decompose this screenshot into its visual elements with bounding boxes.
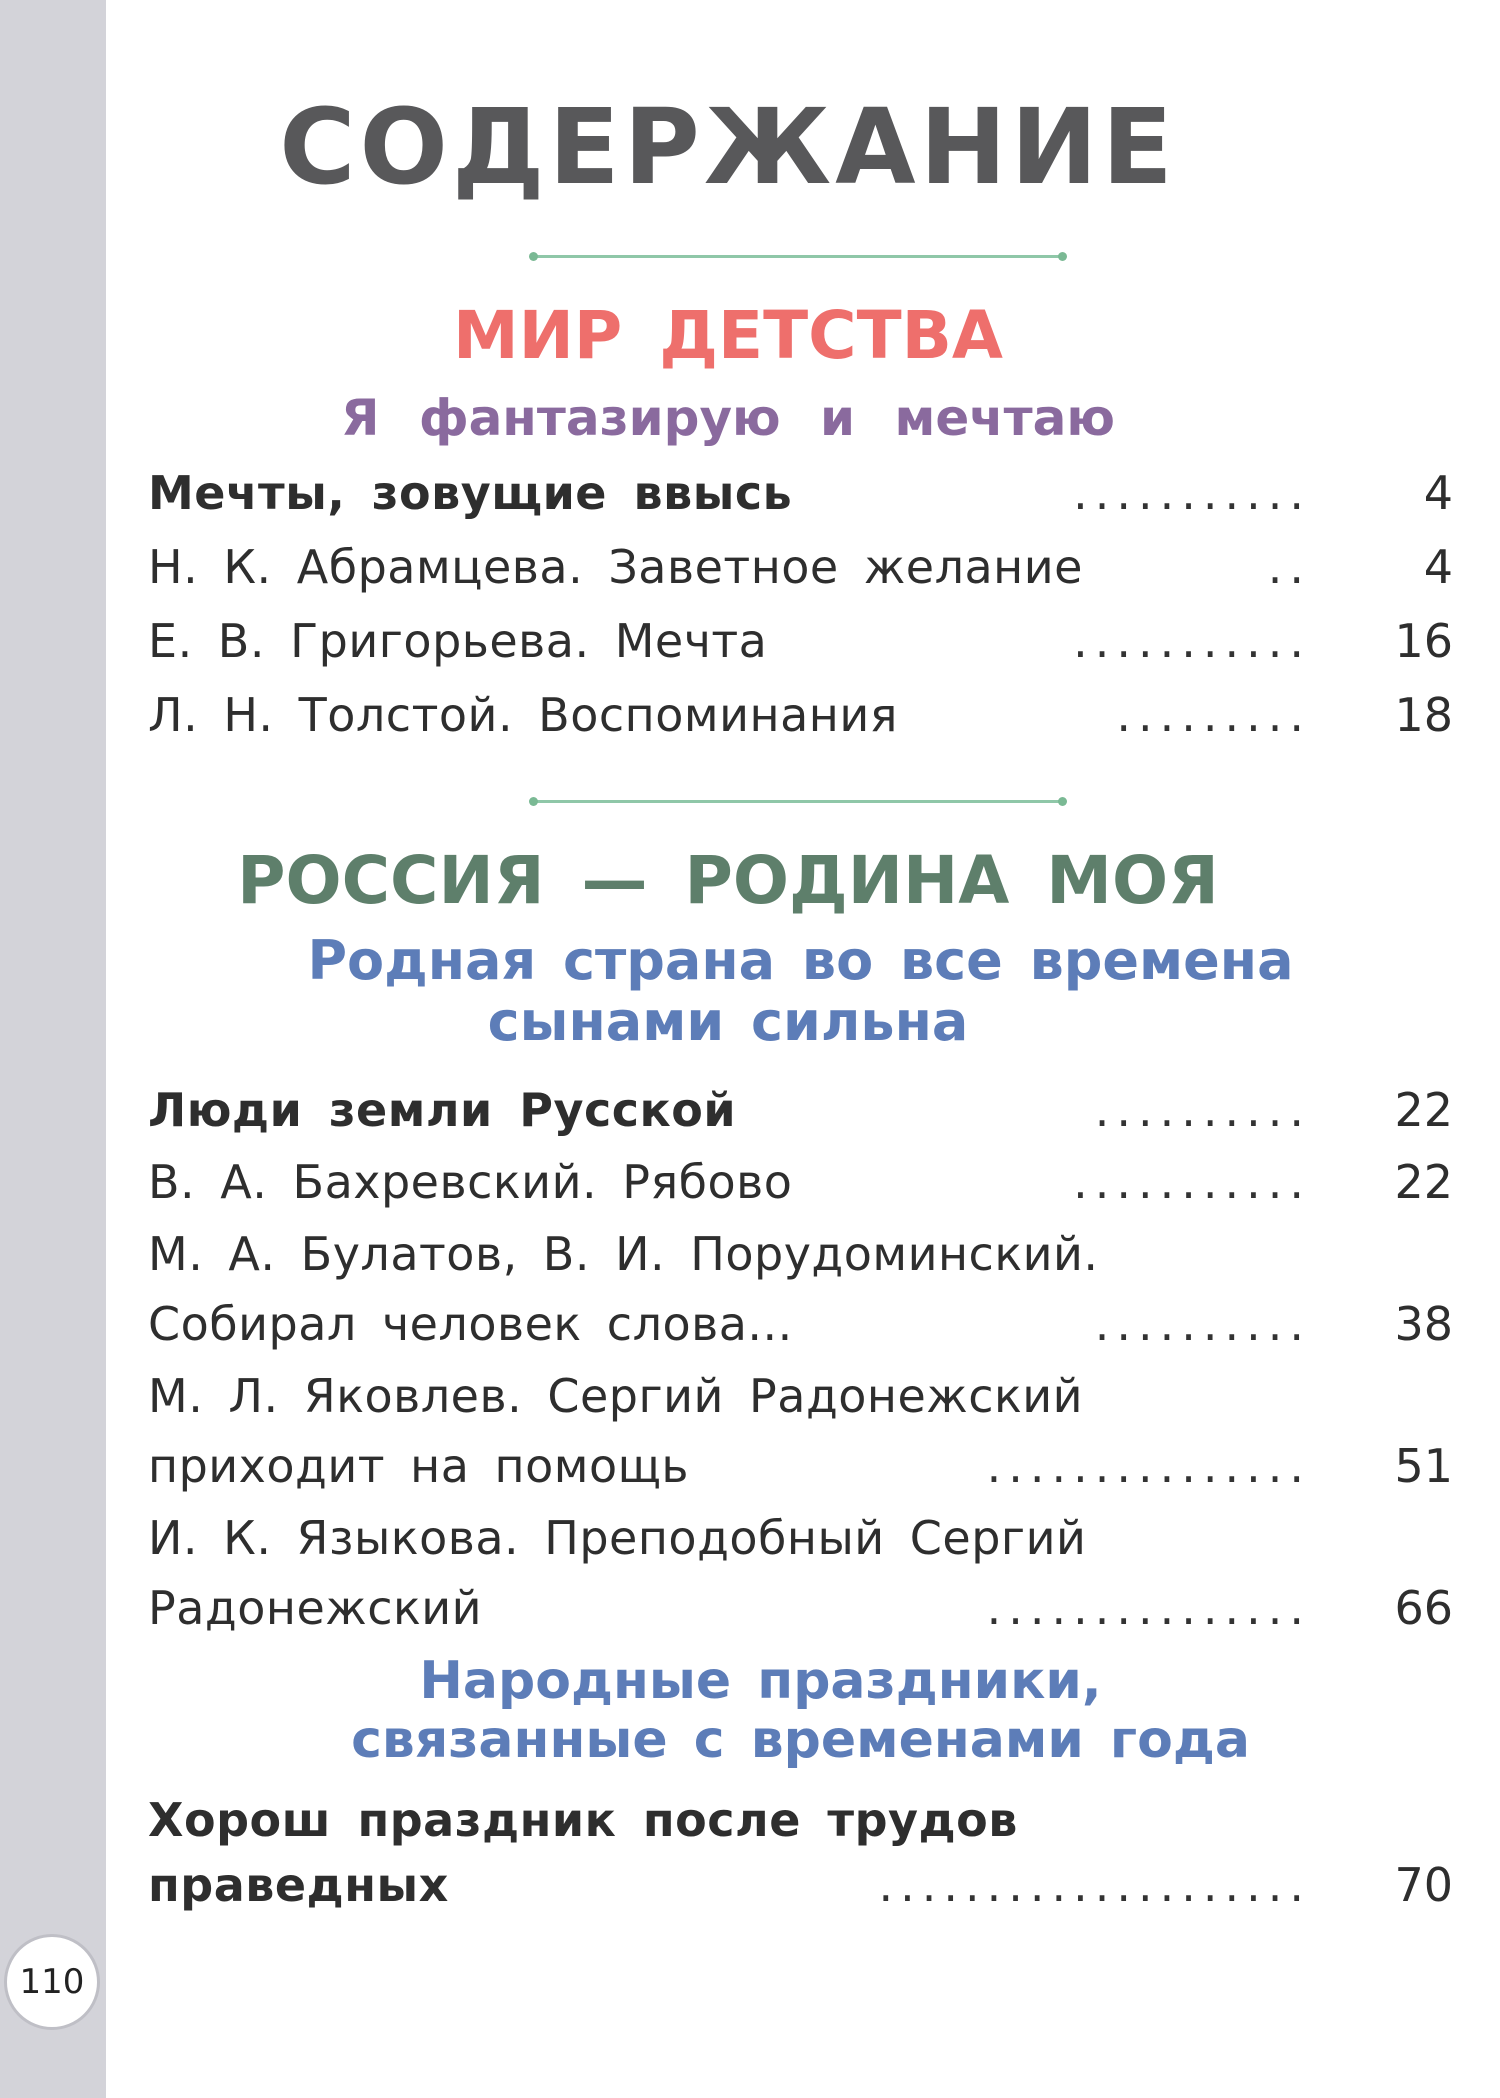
subsection-title-holidays bbox=[148, 1652, 1453, 1770]
entry-title: Л. Н. Толстой. Воспоминания bbox=[148, 688, 898, 742]
entry-title: Е. В. Григорьева. Мечта bbox=[148, 614, 768, 668]
dot-leader: ............... bbox=[986, 1581, 1311, 1635]
entry-title: приходит на помощь bbox=[148, 1439, 690, 1493]
subsection-title-dreams: Я фантазирую и мечтаю bbox=[341, 389, 1115, 447]
toc-entry[interactable] bbox=[148, 685, 1453, 745]
entry-title: Собирал человек слова... bbox=[148, 1297, 793, 1351]
dot-leader: ........... bbox=[1073, 466, 1311, 520]
toc-entry[interactable] bbox=[148, 537, 1453, 597]
toc-entry[interactable] bbox=[148, 611, 1453, 671]
section-title-russia: РОССИЯ — РОДИНА МОЯ bbox=[237, 842, 1219, 919]
toc-entry[interactable] bbox=[148, 1152, 1453, 1212]
dot-leader: ........... bbox=[1073, 614, 1311, 668]
entry-page: 70 bbox=[1394, 1858, 1453, 1912]
toc-entry[interactable] bbox=[148, 1855, 1453, 1915]
dot-leader: ........... bbox=[1073, 1155, 1311, 1209]
dot-leader: .......... bbox=[1094, 1297, 1311, 1351]
entry-title: Мечты, зовущие ввысь bbox=[148, 466, 793, 520]
dot-leader: ......... bbox=[1116, 688, 1311, 742]
entry-page: 18 bbox=[1394, 688, 1453, 742]
entry-title: праведных bbox=[148, 1858, 449, 1912]
subsection-line: Родная страна во все времена bbox=[307, 929, 1294, 992]
subsection-title-homeland bbox=[148, 930, 1453, 1052]
entry-page: 66 bbox=[1394, 1581, 1453, 1635]
entry-title: Н. К. Абрамцева. Заветное желание bbox=[148, 540, 1083, 594]
entry-page: 4 bbox=[1423, 466, 1453, 520]
page-side-strip bbox=[0, 0, 106, 2098]
toc-entry[interactable] bbox=[148, 1436, 1453, 1496]
divider-middle bbox=[533, 800, 1063, 803]
entry-page: 16 bbox=[1394, 614, 1453, 668]
entry-title-line: М. А. Булатов, В. И. Порудоминский. bbox=[148, 1227, 1099, 1281]
page-number: 110 bbox=[4, 1934, 100, 2030]
subsection-line: Народные праздники, bbox=[419, 1651, 1102, 1711]
toc-entry[interactable] bbox=[148, 1578, 1453, 1638]
entry-title: Люди земли Русской bbox=[148, 1083, 737, 1137]
divider-top bbox=[533, 255, 1063, 258]
toc-entry[interactable] bbox=[148, 1080, 1453, 1140]
entry-title: В. А. Бахревский. Рябово bbox=[148, 1155, 793, 1209]
entry-page: 51 bbox=[1394, 1439, 1453, 1493]
dot-leader: .. bbox=[1267, 540, 1311, 594]
table-of-contents bbox=[148, 0, 1453, 2098]
entry-page: 22 bbox=[1394, 1083, 1453, 1137]
dot-leader: .......... bbox=[1094, 1083, 1311, 1137]
dot-leader: ............... bbox=[986, 1439, 1311, 1493]
toc-entry[interactable] bbox=[148, 1294, 1453, 1354]
toc-entry[interactable] bbox=[148, 463, 1453, 523]
entry-page: 22 bbox=[1394, 1155, 1453, 1209]
entry-page: 38 bbox=[1394, 1297, 1453, 1351]
entry-title-line: И. К. Языкова. Преподобный Сергий bbox=[148, 1511, 1087, 1565]
entry-title-line: Хорош праздник после трудов bbox=[148, 1793, 1018, 1847]
section-title-childhood: МИР ДЕТСТВА bbox=[453, 297, 1003, 374]
page-title: СОДЕРЖАНИЕ bbox=[279, 86, 1177, 208]
dot-leader: .................... bbox=[878, 1858, 1311, 1912]
entry-title: Радонежский bbox=[148, 1581, 483, 1635]
entry-page: 4 bbox=[1423, 540, 1453, 594]
subsection-line: связанные с временами года bbox=[351, 1709, 1250, 1770]
subsection-line: сынами сильна bbox=[487, 990, 969, 1054]
entry-title-line: М. Л. Яковлев. Сергий Радонежский bbox=[148, 1369, 1084, 1423]
